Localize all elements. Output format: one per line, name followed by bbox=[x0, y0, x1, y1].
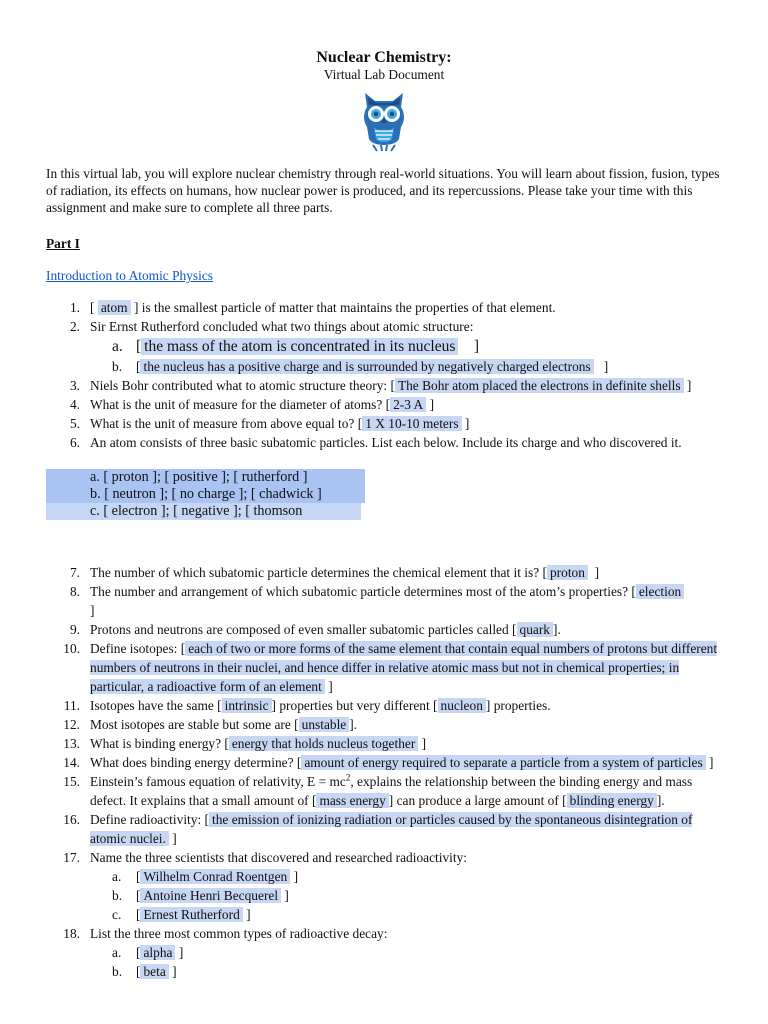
question-number: 11. bbox=[63, 698, 80, 713]
answer-field[interactable]: The Bohr atom placed the electrons in definite shells bbox=[395, 378, 684, 393]
question-16 bbox=[0, 810, 768, 848]
question-number: 10. bbox=[63, 641, 80, 656]
question-text: Einstein’s famous equation of relativity, E = mc bbox=[90, 774, 346, 789]
question-text: What is the unit of measure for the diameter of atoms? [ bbox=[90, 397, 391, 412]
question-text: List the three most common types of radioactive decay: bbox=[90, 926, 388, 941]
question-text: Sir Ernst Rutherford concluded what two things about atomic structure: bbox=[90, 319, 474, 334]
answer-row-electron[interactable]: c. [ electron ]; [ negative ]; [ thomson bbox=[46, 503, 361, 520]
question-number: 15. bbox=[63, 774, 80, 789]
bracket: [ bbox=[90, 300, 95, 315]
question-number: 5. bbox=[69, 416, 80, 431]
question-8 bbox=[0, 582, 768, 620]
bracket: ] bbox=[429, 397, 435, 412]
bracket: ]. bbox=[349, 717, 358, 732]
answer-field[interactable]: the mass of the atom is concentrated in its nucleus bbox=[141, 338, 458, 355]
item-letter: c. bbox=[112, 907, 122, 922]
sub-answer-item: a. [ Wilhelm Conrad Roentgen ] bbox=[112, 869, 299, 884]
question-14 bbox=[0, 753, 768, 772]
bracket: ] bbox=[90, 603, 95, 618]
answer-field[interactable]: 2-3 A bbox=[390, 397, 426, 412]
question-12 bbox=[0, 715, 768, 734]
question-number: 4. bbox=[69, 397, 80, 412]
answer-row-neutron[interactable]: b. [ neutron ]; [ no charge ]; [ chadwick ] bbox=[46, 486, 365, 503]
bracket: ] bbox=[709, 755, 714, 770]
sub-answer-item: a. [ the mass of the atom is concentrated in its nucleus ] bbox=[112, 338, 480, 355]
question-number: 16. bbox=[63, 812, 80, 827]
question-2 bbox=[0, 317, 768, 376]
question-text: An atom consists of three basic subatomic particles. List each below. Include its charge and who discovered it. bbox=[90, 435, 682, 450]
question-number: 7. bbox=[69, 565, 80, 580]
question-number: 3. bbox=[69, 378, 80, 393]
question-18 bbox=[0, 924, 768, 981]
item-letter: b. bbox=[112, 888, 123, 903]
question-6 bbox=[0, 433, 768, 452]
question-text: The number of which subatomic particle determines the chemical element that it is? [ bbox=[90, 565, 547, 580]
question-text: Define isotopes: [ bbox=[90, 641, 186, 656]
question-number: 14. bbox=[63, 755, 80, 770]
document-subtitle: Virtual Lab Document bbox=[323, 67, 445, 82]
bracket: ] bbox=[421, 736, 427, 751]
sub-answer-list bbox=[90, 943, 722, 981]
answer-field[interactable]: unstable bbox=[299, 717, 350, 732]
answer-field[interactable]: each of two or more forms of the same element that contain equal numbers of protons but different numbers of neutrons in their nuclei, and hence differ in relative atomic mass but not in chemical properties; in particular, a radioactive form of an element bbox=[90, 641, 718, 694]
part-heading: Part I bbox=[46, 236, 80, 251]
question-number: 18. bbox=[63, 926, 80, 941]
answer-field[interactable]: election bbox=[636, 584, 684, 599]
answer-field[interactable]: Ernest Rutherford bbox=[140, 907, 242, 922]
question-number: 9. bbox=[69, 622, 80, 637]
question-text: ] properties but very different [ bbox=[271, 698, 438, 713]
question-number: 2. bbox=[69, 319, 80, 334]
atomic-physics-link[interactable]: Introduction to Atomic Physics bbox=[46, 268, 214, 283]
question-number: 6. bbox=[69, 435, 80, 450]
sub-answer-list bbox=[90, 336, 722, 376]
question-number: 1. bbox=[69, 300, 80, 315]
question-text: Protons and neutrons are composed of even smaller subatomic particles called [ bbox=[90, 622, 517, 637]
question-13 bbox=[0, 734, 768, 753]
answer-field[interactable]: quark bbox=[517, 622, 554, 637]
sub-answer-item: b. [ beta ] bbox=[112, 964, 177, 979]
question-text: Name the three scientists that discovered and researched radioactivity: bbox=[90, 850, 468, 865]
sub-answer-item: c. [ Ernest Rutherford ] bbox=[112, 907, 251, 922]
question-text: Define radioactivity: [ bbox=[90, 812, 209, 827]
question-number: 17. bbox=[63, 850, 80, 865]
answer-field[interactable]: the emission of ionizing radiation or particles caused by the spontaneous disintegration of atomic nuclei. bbox=[90, 812, 693, 846]
question-number: 12. bbox=[63, 717, 80, 732]
answer-field[interactable]: 1 X 10-10 meters bbox=[362, 416, 461, 431]
answer-row-proton[interactable]: a. [ proton ]; [ positive ]; [ rutherford ] bbox=[46, 469, 365, 486]
sub-answer-item: b. [ the nucleus has a positive charge and is surrounded by negatively charged electrons ] bbox=[112, 359, 609, 374]
subatomic-answer-block bbox=[0, 469, 768, 520]
question-17 bbox=[0, 848, 768, 924]
sub-answer-list bbox=[90, 867, 722, 924]
question-1 bbox=[0, 298, 768, 317]
item-letter: b. bbox=[112, 359, 123, 374]
question-15 bbox=[0, 772, 768, 810]
sub-answer-item: a. [ alpha ] bbox=[112, 945, 184, 960]
question-text: The number and arrangement of which subatomic particle determines most of the atom’s properties? [ bbox=[90, 584, 636, 599]
question-number: 8. bbox=[69, 584, 80, 599]
intro-paragraph: In this virtual lab, you will explore nuclear chemistry through real-world situations. You will learn about fission, fusion, types of radiation, its effects on humans, how nuclear power is produced, and its repercussions. Please take your time with this assignment and make sure to complete all three parts. bbox=[46, 166, 720, 215]
superscript: 2 bbox=[345, 772, 351, 783]
item-letter: a. bbox=[112, 869, 122, 884]
answer-field[interactable]: intrinsic bbox=[222, 698, 272, 713]
item-letter: a. bbox=[112, 338, 123, 355]
answer-field[interactable]: beta bbox=[140, 964, 168, 979]
question-text: ] can produce a large amount of [ bbox=[388, 793, 567, 808]
question-4 bbox=[0, 395, 768, 414]
item-letter: b. bbox=[112, 964, 123, 979]
question-text: Niels Bohr contributed what to atomic structure theory: [ bbox=[90, 378, 395, 393]
item-letter: a. bbox=[112, 945, 122, 960]
bracket: ]. bbox=[656, 793, 665, 808]
question-5 bbox=[0, 414, 768, 433]
question-text: What is the unit of measure from above equal to? [ bbox=[90, 416, 363, 431]
question-text: ] properties. bbox=[485, 698, 551, 713]
question-list-continued bbox=[0, 563, 768, 981]
sub-answer-item: b. [ Antoine Henri Becquerel ] bbox=[112, 888, 289, 903]
owl-logo-icon bbox=[359, 87, 409, 153]
bracket: ] bbox=[464, 416, 470, 431]
answer-field[interactable]: atom bbox=[98, 300, 131, 315]
bracket: ]. bbox=[553, 622, 561, 637]
answer-field[interactable]: Wilhelm Conrad Roentgen bbox=[140, 869, 290, 884]
answer-field[interactable]: proton bbox=[547, 565, 588, 580]
bracket: ] bbox=[328, 679, 333, 694]
bracket: ] bbox=[686, 378, 692, 393]
answer-field[interactable]: energy that holds nucleus together bbox=[229, 736, 418, 751]
document-title: Nuclear Chemistry: bbox=[316, 49, 452, 66]
question-11 bbox=[0, 696, 768, 715]
question-text: Isotopes have the same [ bbox=[90, 698, 222, 713]
question-9 bbox=[0, 620, 768, 639]
question-7 bbox=[0, 563, 768, 582]
question-text: Most isotopes are stable but some are [ bbox=[90, 717, 299, 732]
answer-field[interactable]: blinding energy bbox=[567, 793, 657, 808]
question-list bbox=[0, 298, 768, 452]
spacer bbox=[0, 520, 768, 550]
answer-field[interactable]: Antoine Henri Becquerel bbox=[140, 888, 281, 903]
question-number: 13. bbox=[63, 736, 80, 751]
answer-field[interactable]: mass energy bbox=[316, 793, 388, 808]
answer-field[interactable]: the nucleus has a positive charge and is surrounded by negatively charged electrons bbox=[140, 359, 593, 374]
question-text: ] is the smallest particle of matter that maintains the properties of that element. bbox=[133, 300, 556, 315]
question-10 bbox=[0, 639, 768, 696]
question-text: What does binding energy determine? [ bbox=[90, 755, 302, 770]
question-3 bbox=[0, 376, 768, 395]
bracket: ] bbox=[594, 565, 600, 580]
answer-field[interactable]: alpha bbox=[140, 945, 175, 960]
answer-field[interactable]: amount of energy required to separate a particle from a system of particles bbox=[301, 755, 705, 770]
question-text: What is binding energy? [ bbox=[90, 736, 229, 751]
question-text: , explains the relationship between the binding energy and mass defect. It explains that a small amount of [ bbox=[90, 774, 693, 808]
answer-field[interactable]: nucleon bbox=[438, 698, 486, 713]
bracket: ] bbox=[172, 831, 177, 846]
